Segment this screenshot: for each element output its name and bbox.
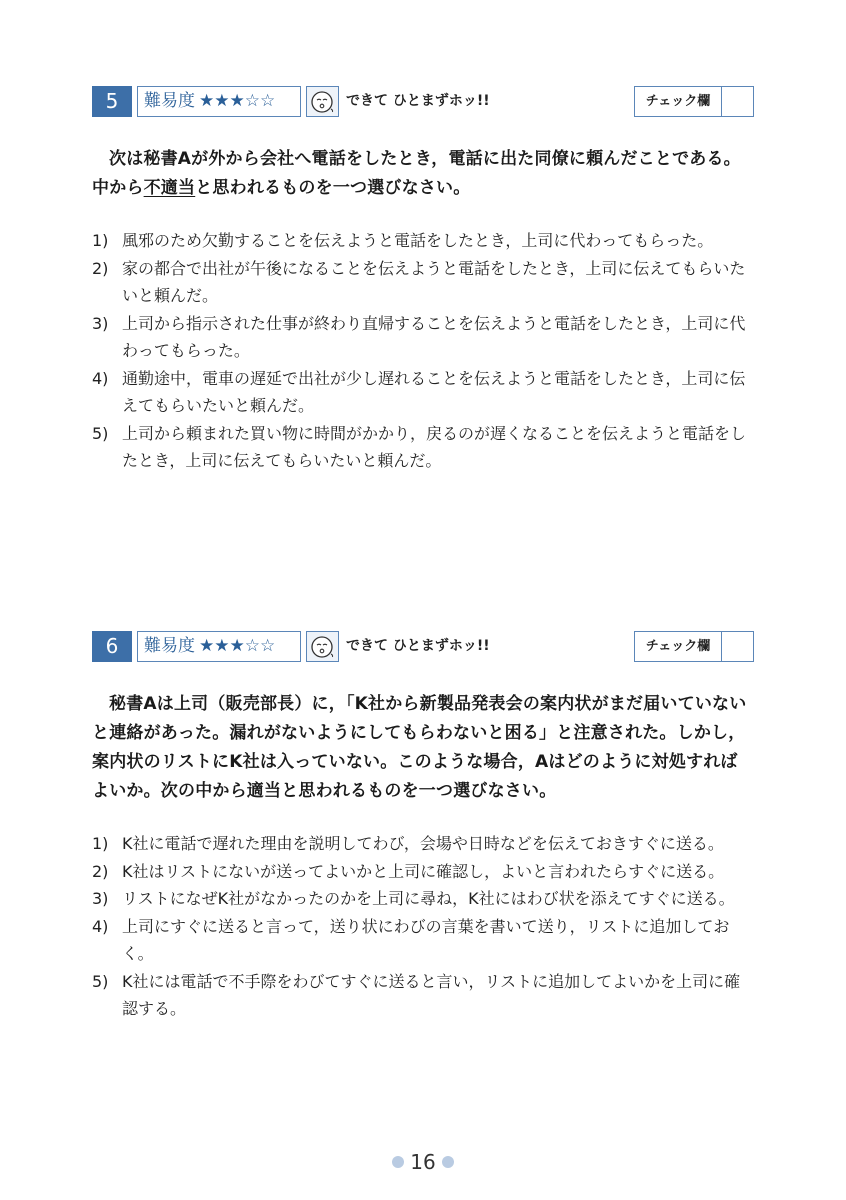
difficulty-stars: ★★★☆☆ [199,91,276,111]
question-stem [92,145,754,203]
option-text: K社はリストにないが送ってよいかと上司に確認し，よいと言われたらすぐに送る。 [122,861,725,881]
option-number: 3) [92,889,109,908]
option-text: 風邪のため欠勤することを伝えようと電話をしたとき，上司に代わってもらった。 [122,231,714,250]
dot-ornament-icon [442,1156,454,1168]
option-text: 家の都合で出社が午後になることを伝えようと電話をしたとき，上司に伝えてもらいたいと頼んだ。 [122,258,746,305]
check-box[interactable] [722,632,753,661]
option-item [92,365,754,420]
option-item [92,913,754,968]
option-item [92,420,754,475]
question-number: 6 [92,631,132,662]
relief-caption: できて ひとまずホッ!! [346,638,490,654]
option-number: 2) [92,861,109,881]
option-text: リストになぜK社がなかったのかを上司に尋ね，K社にはわび状を添えてすぐに送る。 [122,889,735,908]
option-text: 上司から頼まれた買い物に時間がかかり，戻るのが遅くなることを伝えようと電話をしたとき，上司に伝えてもらいたいと頼んだ。 [122,423,747,470]
question-header [92,631,754,662]
option-item [92,830,754,858]
option-number: 1) [92,834,109,853]
option-item [92,968,754,1023]
difficulty-label: 難易度 [144,636,195,656]
option-number: 2) [92,258,109,278]
check-column [634,631,754,662]
question-number: 5 [92,86,132,117]
difficulty-box [137,631,301,662]
relieved-face-icon [306,86,339,117]
option-item [92,885,754,913]
options-list [92,830,754,1023]
option-number: 1) [92,231,109,250]
question-stem: 秘書Aは上司（販売部長）に，「K社から新製品発表会の案内状がまだ届いていないと連絡があった。漏れがないようにしてもらわないと困る」と注意された。しかし，案内状のリストにK社は入っていない。このような場合，Aはどのように対処すればよいか。次の中から適当と思われるものを一つ選びなさい。 [92,694,747,801]
option-item [92,858,754,886]
stem-underlined: 不適当 [143,178,196,198]
options-list [92,227,754,475]
page-number-footer [0,1150,846,1174]
check-column [634,86,754,117]
dot-ornament-icon [392,1156,404,1168]
relieved-face-icon [306,631,339,662]
option-item [92,310,754,365]
question-header [92,86,754,117]
option-text: K社に電話で遅れた理由を説明してわび，会場や日時などを伝えておきすぐに送る。 [122,834,724,853]
difficulty-box [137,86,301,117]
option-number: 5) [92,423,109,443]
option-number: 3) [92,313,109,333]
option-number: 5) [92,971,109,991]
option-item [92,227,754,255]
difficulty-label: 難易度 [144,91,195,111]
question-5 [92,86,754,491]
page-number: 16 [410,1150,436,1174]
check-label: チェック欄 [635,632,722,661]
stem-text: 次は秘書Aが外から会社へ電話をしたとき，電話に出た同僚に頼んだことである。中から [92,149,741,198]
stem-text-end: と思われるものを一つ選びなさい。 [195,178,471,198]
check-box[interactable] [722,87,753,116]
difficulty-stars: ★★★☆☆ [199,636,276,656]
question-6 [92,631,754,1039]
option-text: K社には電話で不手際をわびてすぐに送ると言い，リストに追加してよいかを上司に確認する。 [122,971,741,1018]
option-text: 上司から指示された仕事が終わり直帰することを伝えようと電話をしたとき，上司に代わってもらった。 [122,313,746,360]
relief-caption: できて ひとまずホッ!! [346,93,490,109]
option-text: 通勤途中，電車の遅延で出社が少し遅れることを伝えようと電話をしたとき，上司に伝えてもらいたいと頼んだ。 [122,368,746,415]
option-text: 上司にすぐに送ると言って，送り状にわびの言葉を書いて送り，リストに追加しておく。 [122,916,730,963]
option-item [92,255,754,310]
check-label: チェック欄 [635,87,722,116]
option-number: 4) [92,368,109,388]
option-number: 4) [92,916,109,936]
